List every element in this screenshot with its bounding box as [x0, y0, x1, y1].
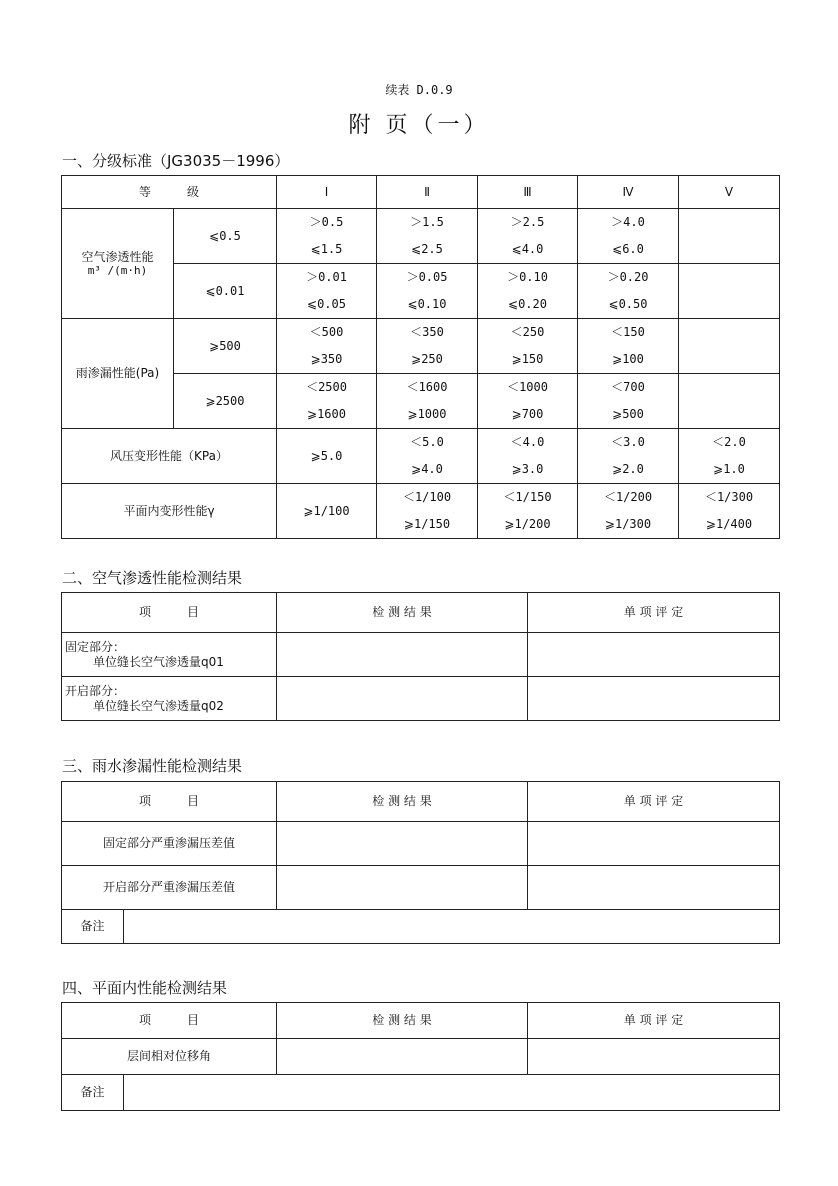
table-header-row	[62, 593, 780, 633]
grade-range-cell	[578, 319, 679, 374]
grade-range-cell	[578, 484, 679, 539]
range-lower	[679, 346, 779, 373]
range-lower: ⩾2.0	[612, 462, 644, 476]
sub-condition: ⩽0.01	[174, 264, 277, 319]
header-grade: 等 级	[62, 176, 277, 209]
table-row	[62, 429, 780, 484]
range-lower: ⩾1/200	[504, 517, 551, 531]
grade-range-cell	[578, 264, 679, 319]
header-level: Ⅲ	[478, 176, 578, 209]
performance-label	[62, 319, 174, 429]
section3-title: 三、雨水渗漏性能检测结果	[62, 757, 243, 775]
item-fixed-part	[62, 633, 277, 677]
grade-range-cell	[277, 209, 377, 264]
header-result: 检 测 结 果	[277, 593, 528, 633]
range-lower	[679, 401, 779, 428]
sub-condition: ⩾2500	[174, 374, 277, 429]
range-lower: ⩽0.20	[508, 297, 547, 311]
range-upper: ＞0.5	[309, 215, 344, 229]
grade-range-cell	[478, 264, 578, 319]
grade-range-cell	[578, 429, 679, 484]
grade-range-cell	[679, 209, 780, 264]
range-lower: ⩽4.0	[511, 242, 544, 256]
range-lower: ⩾350	[310, 352, 343, 366]
range-lower: ⩾1000	[407, 407, 447, 421]
header-level: Ⅰ	[277, 176, 377, 209]
result-cell[interactable]	[277, 866, 528, 910]
header-item: 项 目	[62, 593, 277, 633]
range-lower: ⩽0.50	[608, 297, 648, 311]
grade-range-cell	[377, 374, 478, 429]
item-sublabel: 单位缝长空气渗透量q02	[93, 698, 224, 713]
note-row	[62, 910, 780, 944]
grade-range-cell	[377, 484, 478, 539]
range-lower: ⩾500	[612, 407, 644, 421]
range-upper: ＜3.0	[611, 435, 645, 449]
range-lower	[679, 236, 779, 263]
table-row	[62, 319, 780, 374]
item-label: 开启部分严重渗漏压差值	[62, 866, 277, 910]
evaluation-cell[interactable]	[528, 866, 780, 910]
range-lower: ⩾1/150	[403, 517, 451, 531]
note-cell[interactable]	[124, 1075, 780, 1111]
header-level: Ⅴ	[679, 176, 780, 209]
header-evaluation: 单 项 评 定	[528, 593, 780, 633]
grade-range-cell	[578, 209, 679, 264]
item-label: 开启部分：	[65, 684, 126, 699]
header-result: 检 测 结 果	[277, 1003, 528, 1039]
range-upper: ＜1/150	[503, 490, 552, 504]
range-upper	[679, 264, 779, 291]
range-upper: ＞0.10	[507, 270, 548, 284]
table-row	[62, 484, 780, 539]
section1-title: 一、分级标准（JG3035－1996）	[62, 152, 290, 170]
range-lower: ⩾1.0	[713, 462, 745, 476]
air-permeability-results-table	[61, 592, 780, 721]
table-row	[62, 633, 780, 677]
range-upper: ＜350	[410, 325, 444, 339]
range-lower	[679, 291, 779, 318]
range-upper: ＜1600	[406, 380, 448, 394]
range-upper: ＜1000	[507, 380, 548, 394]
grade-range-cell	[377, 319, 478, 374]
table-header-row	[62, 1003, 780, 1039]
header-result: 检 测 结 果	[277, 782, 528, 822]
grade-range-cell	[679, 264, 780, 319]
grade-range-cell	[679, 319, 780, 374]
range-upper	[679, 374, 779, 401]
evaluation-cell[interactable]	[528, 677, 780, 721]
grade-range-cell	[277, 374, 377, 429]
range-upper: ＜700	[611, 380, 645, 394]
sub-condition: ⩽0.5	[174, 209, 277, 264]
table-header-row	[62, 176, 780, 209]
range-lower: ⩾1/300	[604, 517, 652, 531]
table-row	[62, 866, 780, 910]
range-lower: ⩾3.0	[511, 462, 544, 476]
grade-range-cell	[578, 374, 679, 429]
range-lower: ⩾250	[411, 352, 443, 366]
range-lower: ⩽2.5	[411, 242, 443, 256]
grade-range-cell	[377, 264, 478, 319]
range-upper: ＞0.05	[406, 270, 448, 284]
header-evaluation: 单 项 评 定	[528, 1003, 780, 1039]
grade-range-cell	[478, 429, 578, 484]
performance-name: 雨渗漏性能(Pa)	[75, 366, 160, 381]
range-lower: ⩽0.10	[407, 297, 447, 311]
table-number: 续表 D.0.9	[385, 83, 453, 97]
grade-range-cell	[679, 484, 780, 539]
table-header-row	[62, 782, 780, 822]
range-upper: ＜2.0	[712, 435, 746, 449]
range-upper: ＜150	[611, 325, 645, 339]
range-lower: ⩾1/400	[705, 517, 753, 531]
performance-name: 空气渗透性能	[81, 249, 154, 264]
result-cell[interactable]	[277, 677, 528, 721]
in-plane-results-table	[61, 1002, 780, 1111]
result-cell[interactable]	[277, 633, 528, 677]
range-upper: ＜5.0	[410, 435, 444, 449]
header-level: Ⅱ	[377, 176, 478, 209]
grade-range-cell	[679, 429, 780, 484]
range-upper: ＜1/100	[402, 490, 452, 504]
item-sublabel: 单位缝长空气渗透量q01	[93, 654, 224, 669]
range-upper: ＜500	[309, 325, 344, 339]
table-row	[62, 677, 780, 721]
grade-range-cell	[478, 374, 578, 429]
header-level: Ⅳ	[578, 176, 679, 209]
range-upper: ＜1/200	[603, 490, 653, 504]
item-label: 层间相对位移角	[62, 1039, 277, 1075]
range-upper: ＞0.20	[607, 270, 649, 284]
result-cell[interactable]	[277, 822, 528, 866]
header-evaluation: 单 项 评 定	[528, 782, 780, 822]
grade-range-cell	[478, 209, 578, 264]
range-lower: ⩾700	[511, 407, 544, 421]
note-cell[interactable]	[124, 910, 780, 944]
range-upper: ＜250	[510, 325, 545, 339]
range-upper: ＜4.0	[510, 435, 545, 449]
sub-condition: ⩾500	[174, 319, 277, 374]
range-lower: ⩾4.0	[411, 462, 443, 476]
range-lower: ⩾1600	[307, 407, 346, 421]
range-upper: ＜2500	[306, 380, 347, 394]
table-row	[62, 1039, 780, 1075]
section4-title: 四、平面内性能检测结果	[62, 979, 228, 997]
page-title: 附 页（一）	[348, 113, 490, 138]
header-item: 项 目	[62, 782, 277, 822]
evaluation-cell[interactable]	[528, 822, 780, 866]
result-cell[interactable]	[277, 1039, 528, 1075]
table-row	[62, 822, 780, 866]
range-upper: ＞4.0	[611, 215, 645, 229]
note-label: 备注	[62, 910, 124, 944]
inplane-performance-label: 平面内变形性能γ	[62, 484, 277, 539]
range-upper: ＞2.5	[510, 215, 545, 229]
grade-range-cell	[377, 209, 478, 264]
range-lower: ⩽0.05	[307, 297, 346, 311]
note-label: 备注	[62, 1075, 124, 1111]
grade-1-value: ⩾5.0	[277, 429, 377, 484]
grade-range-cell	[679, 374, 780, 429]
grading-standard-table	[61, 175, 780, 539]
range-lower: ⩾100	[612, 352, 644, 366]
grade-range-cell	[277, 319, 377, 374]
range-upper	[679, 319, 779, 346]
item-label: 固定部分严重渗漏压差值	[62, 822, 277, 866]
range-upper: ＜1/300	[704, 490, 754, 504]
performance-unit: m³ /(m·h)	[87, 264, 148, 278]
grade-1-value: ⩾1/100	[277, 484, 377, 539]
grade-range-cell	[377, 429, 478, 484]
item-label: 固定部分：	[65, 640, 126, 655]
range-lower: ⩽6.0	[612, 242, 644, 256]
table-row	[62, 209, 780, 264]
range-upper	[679, 209, 779, 236]
item-opening-part	[62, 677, 277, 721]
section2-title: 二、空气渗透性能检测结果	[62, 569, 243, 587]
performance-label	[62, 209, 174, 319]
note-row	[62, 1075, 780, 1111]
evaluation-cell[interactable]	[528, 633, 780, 677]
wind-performance-label: 风压变形性能（KPa）	[62, 429, 277, 484]
evaluation-cell[interactable]	[528, 1039, 780, 1075]
range-lower: ⩽1.5	[310, 242, 343, 256]
grade-range-cell	[277, 264, 377, 319]
range-lower: ⩾150	[511, 352, 544, 366]
range-upper: ＞0.01	[306, 270, 347, 284]
grade-range-cell	[478, 484, 578, 539]
rain-leakage-results-table	[61, 781, 780, 944]
header-item: 项 目	[62, 1003, 277, 1039]
range-upper: ＞1.5	[410, 215, 444, 229]
grade-range-cell	[478, 319, 578, 374]
